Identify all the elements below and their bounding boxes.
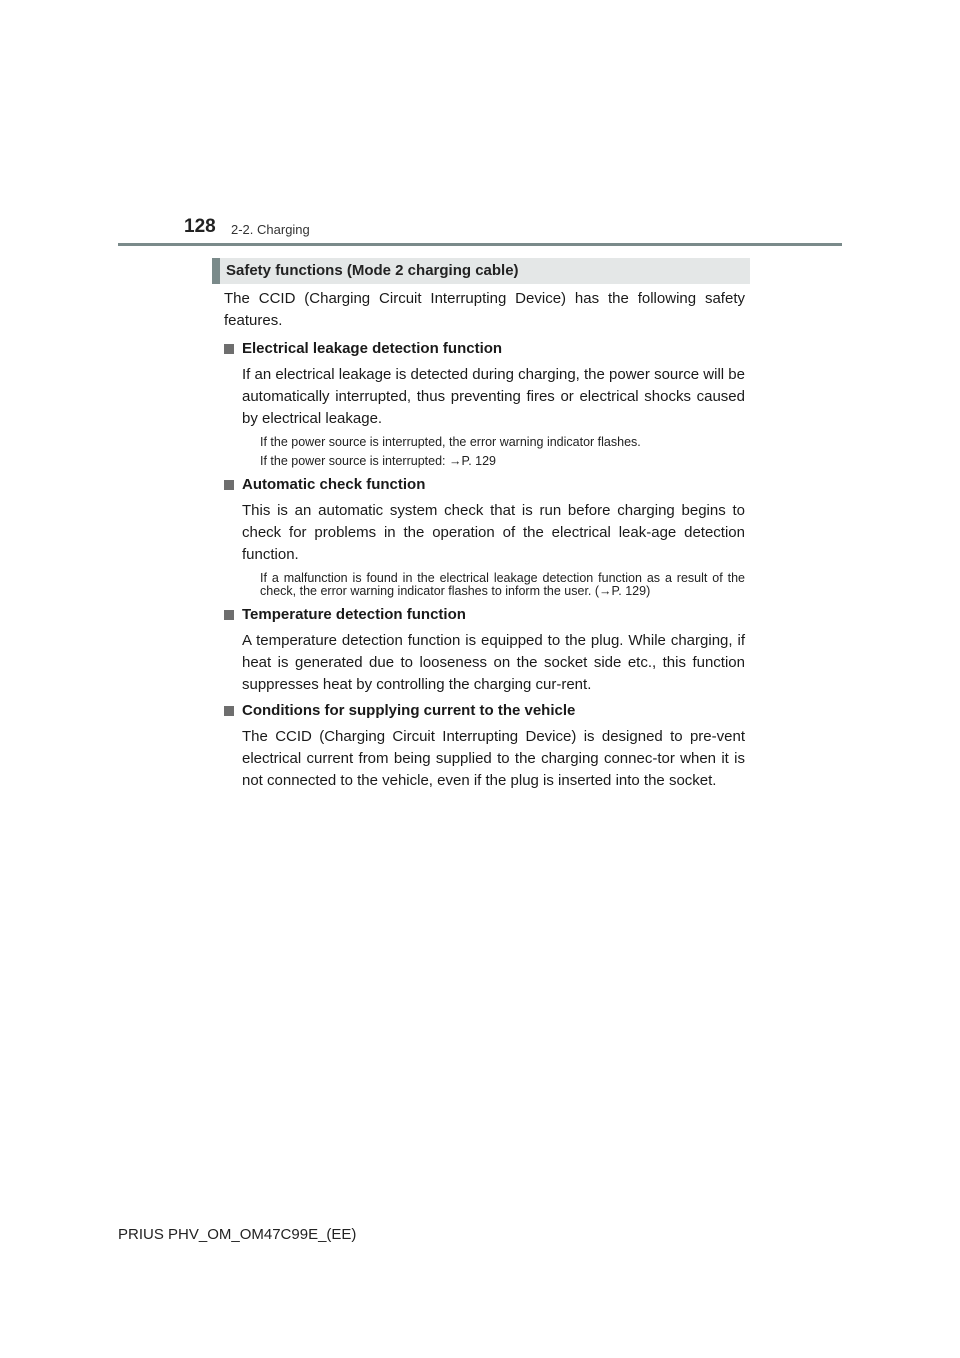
square-bullet-icon xyxy=(224,610,234,620)
item-title xyxy=(224,338,745,360)
item-body: If an electrical leakage is detected during charging, the power source will be automatically interrupted, thus preventing fires or electrical shocks caused by electrical leakage. xyxy=(242,366,745,427)
item-title-text: Automatic check function xyxy=(242,476,426,493)
item-current-conditions xyxy=(224,700,745,792)
item-title-text: Conditions for supplying current to the vehicle xyxy=(242,702,576,719)
item-body: This is an automatic system check that is run before charging begins to check for problems in the operation of the electrical leak-age detection function. xyxy=(242,502,745,563)
item-title xyxy=(224,700,745,722)
item-note: If the power source is interrupted, the error warning indicator flashes. xyxy=(260,435,641,449)
square-bullet-icon xyxy=(224,480,234,490)
header-rule xyxy=(118,243,842,246)
square-bullet-icon xyxy=(224,706,234,716)
section-reference: 2-2. Charging xyxy=(231,222,310,237)
item-body: A temperature detection function is equipped to the plug. While charging, if heat is generated due to looseness on the socket side etc., this function suppresses heat by controlling the charging cur-rent. xyxy=(242,632,745,693)
item-temperature-detection xyxy=(224,604,745,696)
item-title-text: Temperature detection function xyxy=(242,606,466,623)
footer-document-code: PRIUS PHV_OM_OM47C99E_(EE) xyxy=(118,1226,357,1243)
section-heading: Safety functions (Mode 2 charging cable) xyxy=(212,258,750,284)
content xyxy=(224,288,745,796)
item-title xyxy=(224,474,745,496)
intro-paragraph: The CCID (Charging Circuit Interrupting Device) has the following safety features. xyxy=(224,290,745,329)
item-title xyxy=(224,604,745,626)
item-title-text: Electrical leakage detection function xyxy=(242,340,503,357)
square-bullet-icon xyxy=(224,344,234,354)
item-body: The CCID (Charging Circuit Interrupting Device) is designed to pre-vent electrical current from being supplied to the charging connec-tor when it is not connected to the vehicle, even if the plug is inserted into the socket. xyxy=(242,728,745,789)
item-note: If the power source is interrupted: →P. 129 xyxy=(260,454,497,468)
item-automatic-check xyxy=(224,474,745,598)
item-electrical-leakage xyxy=(224,338,745,468)
page-number: 128 xyxy=(184,216,216,237)
item-note: If a malfunction is found in the electrical leakage detection function as a result of the check, the error warning indicator flashes to inform the user. (→P. 129) xyxy=(260,571,745,598)
